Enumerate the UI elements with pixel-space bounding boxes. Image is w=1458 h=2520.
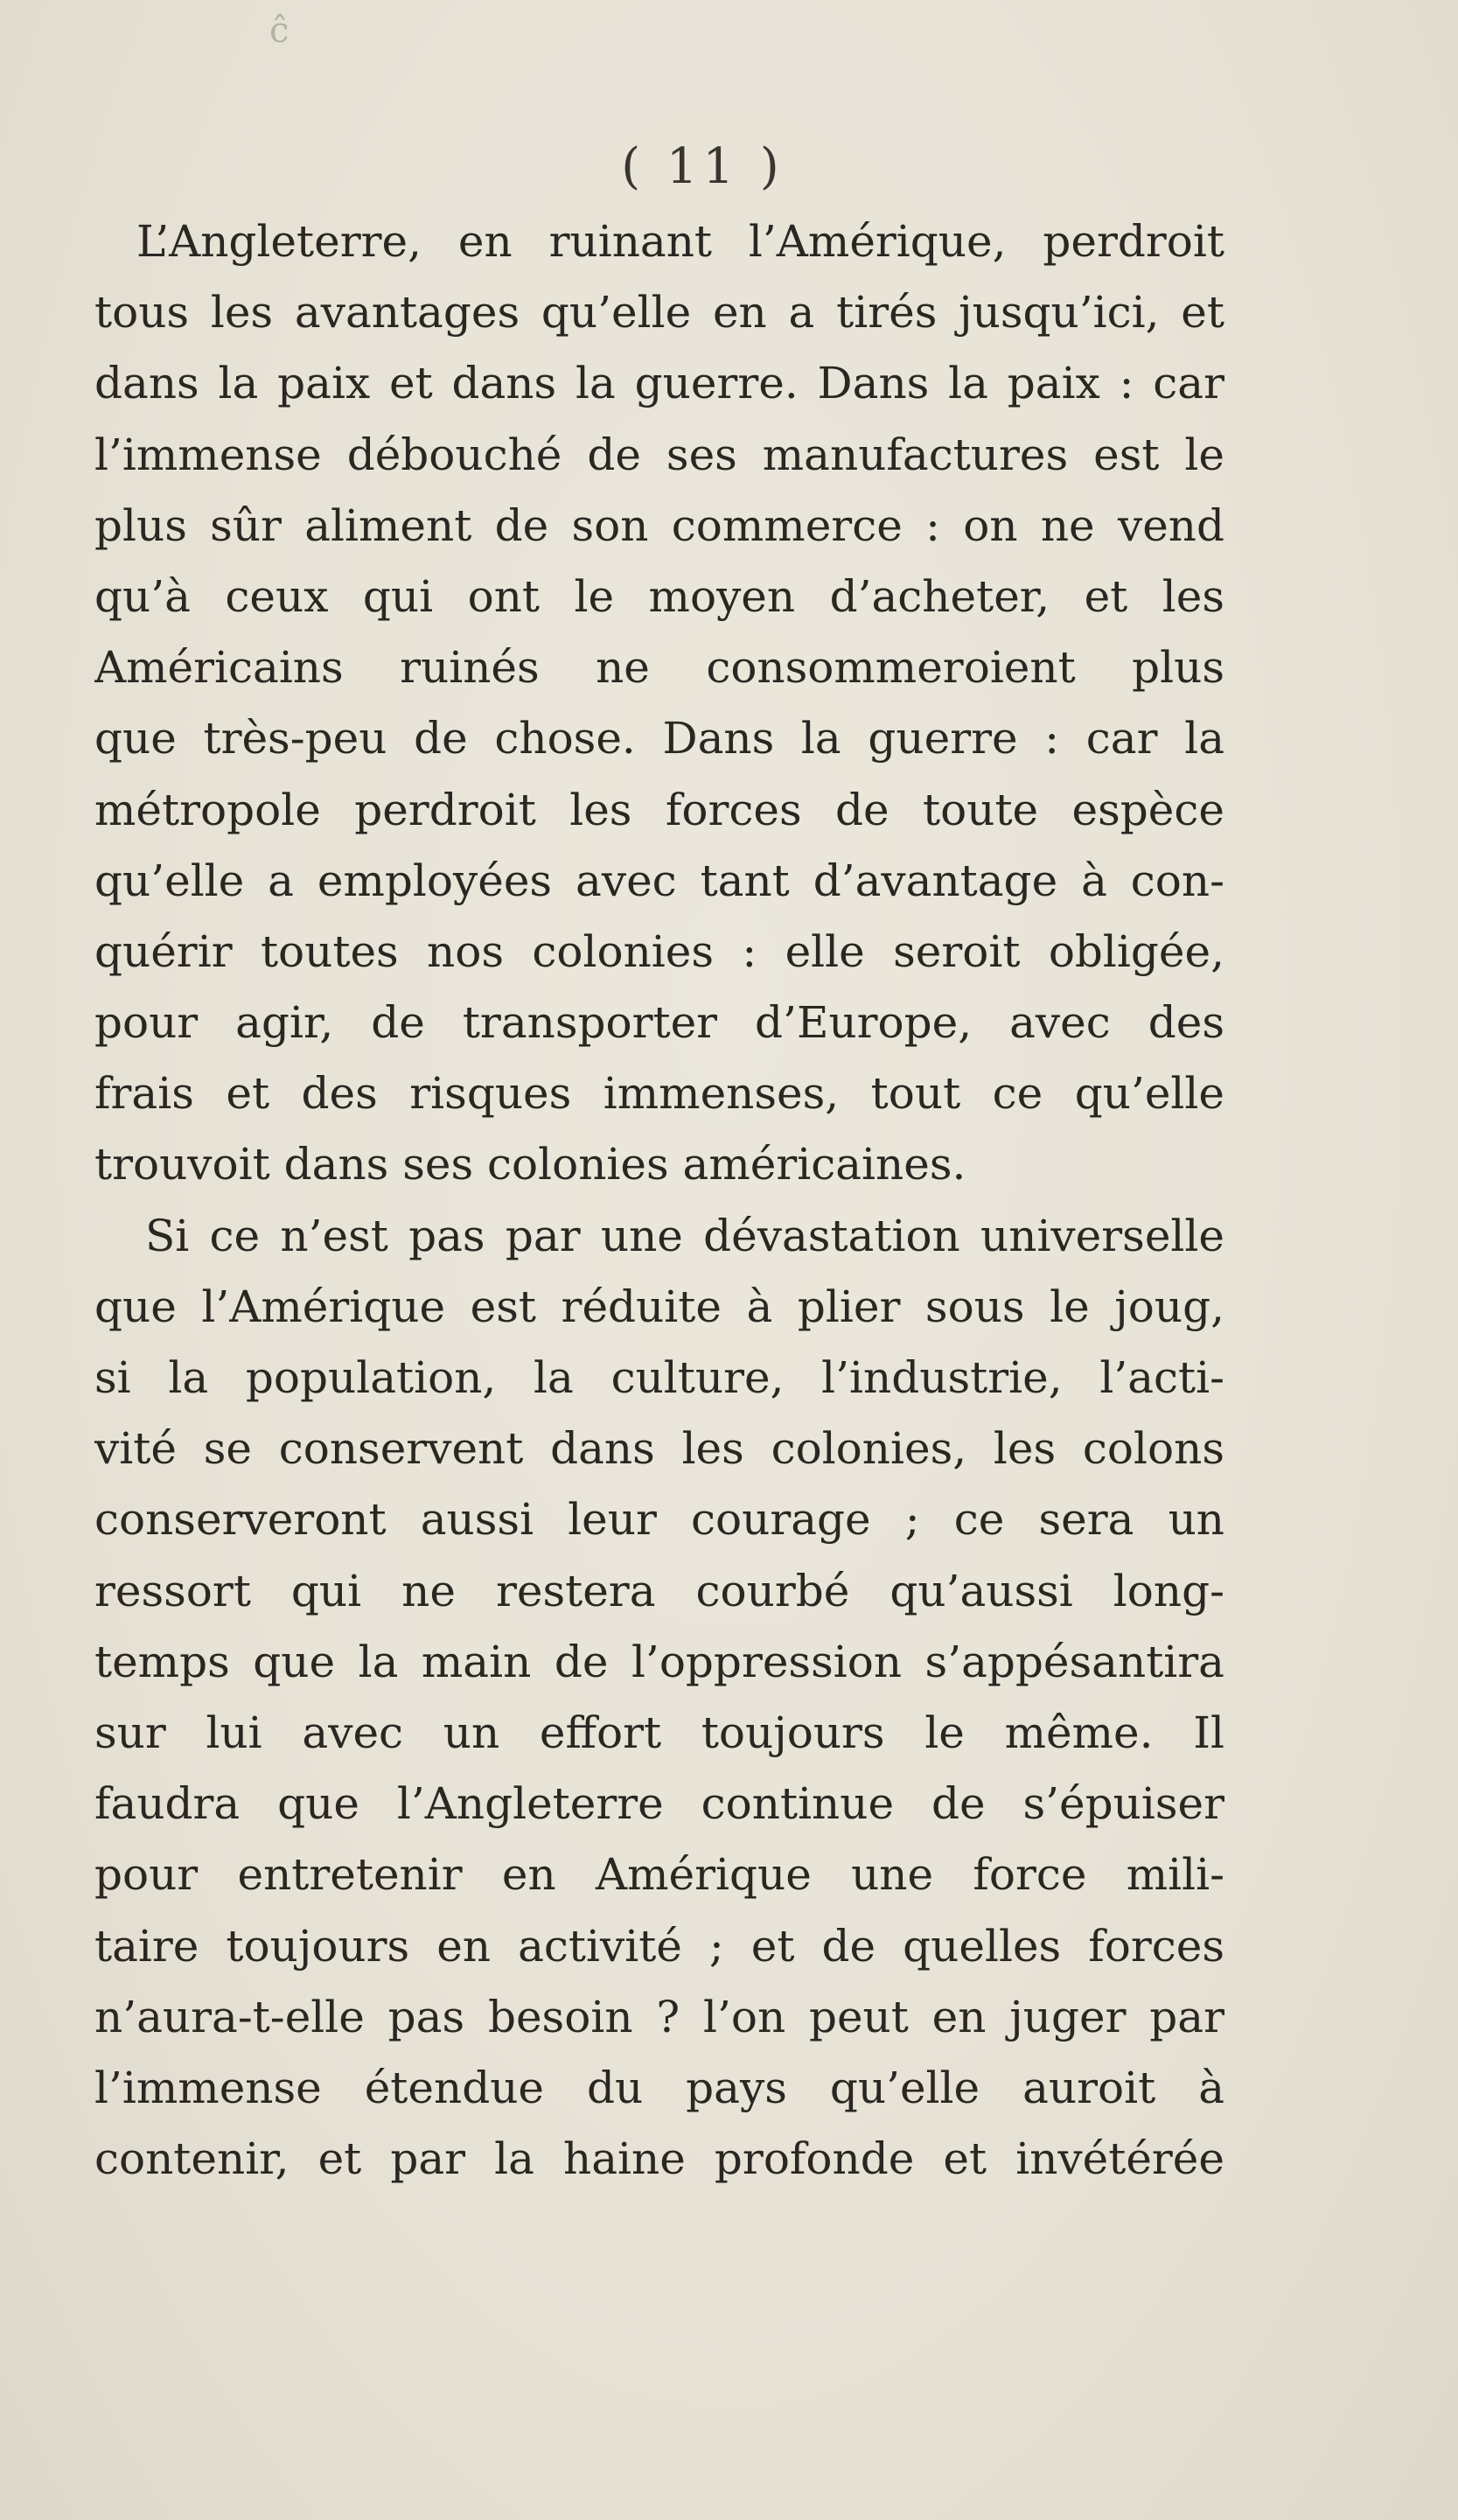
page-number: ( 11 ) xyxy=(621,138,785,195)
text-line: n’aura-t-elle pas besoin ? l’on peut en juger par xyxy=(94,1991,1224,2042)
text-line: quérir toutes nos colonies : elle seroit obligée, xyxy=(94,925,1224,977)
corner-ink-mark: ĉ xyxy=(269,10,290,51)
text-line: qu’à ceux qui ont le moyen d’acheter, et les xyxy=(94,570,1224,622)
text-line: l’immense débouché de ses manufactures est le xyxy=(94,429,1224,480)
text-line: conserveront aussi leur courage ; ce sera un xyxy=(94,1494,1224,1546)
text-line: dans la paix et dans la guerre. Dans la paix : car xyxy=(94,358,1224,409)
text-line: faudra que l’Angleterre continue de s’épuiser xyxy=(94,1778,1224,1830)
text-line: tous les avantages qu’elle en a tirés jusqu’ici, et xyxy=(94,287,1224,339)
text-line: que l’Amérique est réduite à plier sous le joug, xyxy=(94,1281,1224,1332)
text-line: pour agir, de transporter d’Europe, avec des xyxy=(94,997,1224,1049)
text-line: Américains ruinés ne consommeroient plus xyxy=(94,642,1224,694)
text-line: plus sûr aliment de son commerce : on ne vend xyxy=(94,499,1224,551)
text-line: que très-peu de chose. Dans la guerre : car la xyxy=(94,713,1224,764)
text-line: frais et des risques immenses, tout ce qu’elle xyxy=(94,1068,1224,1120)
text-line: vité se conservent dans les colonies, les colons xyxy=(94,1423,1224,1475)
text-line: l’immense étendue du pays qu’elle auroit à xyxy=(94,2062,1224,2113)
text-line: pour entretenir en Amérique une force mili- xyxy=(94,1849,1224,1901)
text-line: si la population, la culture, l’industrie, l’acti- xyxy=(94,1352,1224,1403)
paragraph xyxy=(94,206,1224,1201)
text-line: Si ce n’est pas par une dévastation universelle xyxy=(145,1210,1224,1261)
text-line: ressort qui ne restera courbé qu’aussi long- xyxy=(94,1565,1224,1616)
page-body-text xyxy=(94,206,1224,2195)
text-line: qu’elle a employées avec tant d’avantage à con- xyxy=(94,855,1224,906)
text-line: L’Angleterre, en ruinant l’Amérique, perdroit xyxy=(136,216,1224,267)
text-line: contenir, et par la haine profonde et invétérée xyxy=(94,2133,1224,2185)
text-line: métropole perdroit les forces de toute espèce xyxy=(94,784,1224,835)
text-line: taire toujours en activité ; et de quelles forces xyxy=(94,1920,1224,1972)
paragraph xyxy=(94,1201,1224,2195)
text-line: sur lui avec un effort toujours le même. Il xyxy=(94,1707,1224,1758)
text-line: trouvoit dans ses colonies américaines. xyxy=(94,1139,966,1190)
text-line: temps que la main de l’oppression s’appésantira xyxy=(94,1636,1224,1687)
